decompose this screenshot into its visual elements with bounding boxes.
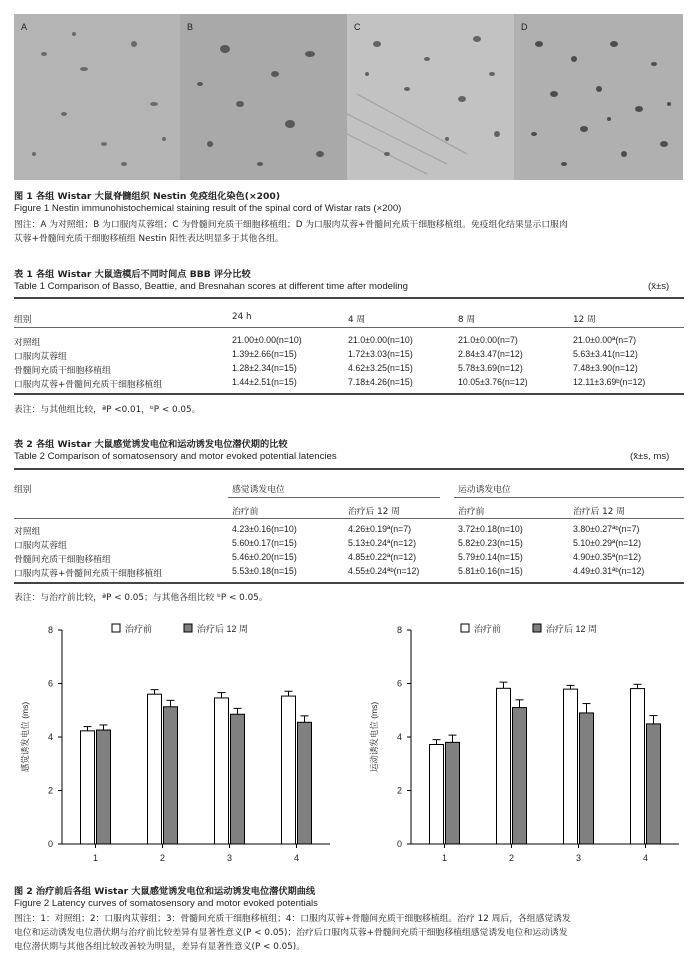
bar	[81, 731, 95, 844]
table1-header-4w: 4 周	[348, 315, 366, 325]
table2-cell: 4.55±0.24ªᵇ(n=12)	[348, 566, 420, 576]
y-tick-label: 6	[396, 678, 402, 689]
table1-cell: 21.00±0.00(n=10)	[232, 335, 302, 345]
x-tick-label: 1	[92, 853, 99, 863]
y-tick-label: 4	[396, 732, 402, 742]
panel-label-a: A	[21, 22, 28, 32]
legend-label: 治疗前	[125, 624, 153, 634]
table2-subheader-mep-before: 治疗前	[458, 507, 485, 517]
table1-caption-en: Table 1 Comparison of Basso, Beattie, and Bresnahan scores at different time after modeling	[14, 281, 408, 292]
table2-cell: 5.79±0.14(n=15)	[458, 552, 523, 562]
table2-cell: 5.13±0.24ª(n=12)	[348, 538, 416, 548]
chart-mep	[349, 616, 697, 866]
x-tick-label: 2	[508, 853, 515, 863]
bar	[430, 744, 444, 844]
table2-cell: 5.82±0.23(n=15)	[458, 538, 523, 548]
x-tick-label: 3	[575, 853, 582, 863]
y-tick-label: 8	[396, 625, 402, 635]
table1-cell: 7.18±4.26(n=15)	[348, 377, 413, 387]
y-tick-label: 2	[47, 785, 53, 796]
panel-label-b: B	[187, 22, 194, 32]
table1-caption-cn: 表 1 各组 Wistar 大鼠造模后不同时间点 BBB 评分比较	[14, 269, 251, 280]
x-tick-label: 3	[226, 853, 233, 863]
table1-cell: 1.28±2.34(n=15)	[232, 363, 297, 373]
table2-ssep-underline	[228, 497, 440, 498]
table2-cell: 骨髓间充质干细胞移植组	[14, 555, 111, 565]
legend-swatch	[184, 624, 192, 632]
table2-cell: 5.81±0.16(n=15)	[458, 566, 523, 576]
bar	[446, 742, 460, 844]
figure2-caption-cn: 图 2 治疗前后各组 Wistar 大鼠感觉诱发电位和运动诱发电位潜伏期曲线	[14, 886, 316, 897]
table2-footnote: 表注：与治疗前比较，ªP < 0.05；与其他各组比较 ᵇP < 0.05。	[14, 593, 268, 603]
table2-cell: 4.23±0.16(n=10)	[232, 524, 297, 534]
table1-cell: 1.72±3.03(n=15)	[348, 349, 413, 359]
figure2-note-line3: 电位潜伏期与其他各组比较改善较为明显，差异有显著性意义(P < 0.05)。	[14, 942, 306, 952]
table2-cell: 5.53±0.18(n=15)	[232, 566, 297, 576]
bar	[148, 694, 162, 844]
table2-top-rule	[14, 468, 684, 470]
table2-header-ssep: 感觉诱发电位	[232, 485, 285, 495]
table2-cell: 对照组	[14, 527, 41, 537]
table2-subheader-ssep-before: 治疗前	[232, 507, 259, 517]
table1-cell: 1.44±2.51(n=15)	[232, 377, 297, 387]
table1-cell: 21.0±0.00(n=10)	[348, 335, 413, 345]
table1-bottom-rule	[14, 393, 684, 395]
bar	[282, 696, 296, 844]
table2-unit: (x̄±s, ms)	[630, 451, 670, 462]
legend-swatch	[533, 624, 541, 632]
figure1-note-line2: 苁蓉+骨髓间充质干细胞移植组 Nestin 阳性表达明显多于其他各组。	[14, 234, 284, 244]
table2-header-mep: 运动诱发电位	[458, 485, 511, 495]
y-tick-label: 4	[47, 732, 53, 742]
table1-cell: 21.0±0.00(n=7)	[458, 335, 518, 345]
table2-header-rule	[14, 518, 684, 519]
table2-cell: 4.85±0.22ª(n=12)	[348, 552, 416, 562]
table1-header-rule	[14, 327, 684, 328]
table2-cell: 口服肉苁蓉组	[14, 541, 67, 551]
table1-top-rule	[14, 297, 684, 299]
figure1-caption-en: Figure 1 Nestin immunohistochemical staining result of the spinal cord of Wistar rats (×200)	[14, 203, 402, 214]
table1-cell: 10.05±3.76(n=12)	[458, 377, 528, 387]
y-tick-label: 6	[47, 678, 53, 689]
chart-ssep	[0, 616, 348, 866]
table1-footnote: 表注：与其他组比较，ªP <0.01，ᵇP < 0.05。	[14, 405, 201, 415]
table1-header-12w: 12 周	[573, 315, 596, 325]
table1-cell: 5.78±3.69(n=12)	[458, 363, 523, 373]
figure1-note-line1: 图注：A 为对照组；B 为口服肉苁蓉组；C 为骨髓间充质干细胞移植组；D 为口服肉苁蓉+骨髓间充质干细胞移植组。免疫组化结果显示口服肉	[14, 220, 568, 230]
table2-cell: 5.46±0.20(n=15)	[232, 552, 297, 562]
table1-header-8w: 8 周	[458, 315, 476, 325]
bar	[497, 688, 511, 844]
table1-cell: 口服肉苁蓉+骨髓间充质干细胞移植组	[14, 380, 163, 390]
bar	[631, 689, 645, 844]
table2-bottom-rule	[14, 582, 684, 584]
x-tick-label: 2	[159, 853, 166, 863]
bar	[231, 714, 245, 844]
y-tick-label: 2	[396, 785, 402, 796]
table1-cell: 12.11±3.69ᵇ(n=12)	[573, 377, 646, 387]
table2-caption-en: Table 2 Comparison of somatosensory and motor evoked potential latencies	[14, 451, 337, 462]
table2-cell: 3.72±0.18(n=10)	[458, 524, 523, 534]
table2-cell: 5.10±0.29ª(n=12)	[573, 538, 641, 548]
figure2-caption-en: Figure 2 Latency curves of somatosensory and motor evoked potentials	[14, 898, 318, 909]
chart-ssep-svg	[0, 616, 348, 866]
table1-cell: 骨髓间充质干细胞移植组	[14, 366, 111, 376]
figure2-note-line2: 电位和运动诱发电位潜伏期与治疗前比较差异有显著性意义(P < 0.05)；治疗后口服肉苁蓉+骨髓间充质干细胞移植组感觉诱发电位和运动诱发	[14, 928, 568, 938]
table1-cell: 21.0±0.00ª(n=7)	[573, 335, 637, 345]
table1-cell: 口服肉苁蓉组	[14, 352, 67, 362]
bar	[580, 713, 594, 844]
table2-caption-cn: 表 2 各组 Wistar 大鼠感觉诱发电位和运动诱发电位潜伏期的比较	[14, 439, 288, 450]
y-tick-label: 0	[47, 839, 53, 849]
bar	[647, 724, 661, 844]
micrograph-d	[514, 14, 683, 180]
table2-cell: 3.80±0.27ªᵇ(n=7)	[573, 524, 640, 534]
figure1-caption-cn: 图 1 各组 Wistar 大鼠脊髓组织 Nestin 免疫组化染色(×200)	[14, 191, 281, 202]
x-tick-label: 1	[441, 853, 448, 863]
table1-cell: 4.62±3.25(n=15)	[348, 363, 413, 373]
bar	[97, 730, 111, 844]
y-axis-label: 感觉诱发电位 (ms)	[20, 701, 30, 773]
table2-subheader-ssep-after: 治疗后 12 周	[348, 507, 400, 517]
legend-swatch	[461, 624, 469, 632]
table2-cell: 4.49±0.31ªᵇ(n=12)	[573, 566, 645, 576]
bar	[164, 707, 178, 844]
micrograph-c	[347, 14, 514, 180]
table1-header-group: 组别	[14, 315, 32, 325]
panel-label-d: D	[521, 22, 528, 32]
table1-unit: (x̄±s)	[648, 281, 670, 292]
x-tick-label: 4	[642, 853, 649, 863]
table2-subheader-mep-after: 治疗后 12 周	[573, 507, 625, 517]
table1-cell: 对照组	[14, 338, 41, 348]
micrograph-b	[180, 14, 347, 180]
legend-swatch	[112, 624, 120, 632]
legend-label: 治疗前	[474, 624, 502, 634]
micrograph-a	[14, 14, 180, 180]
table1-header-24h: 24 h	[232, 312, 252, 322]
legend-label: 治疗后 12 周	[197, 624, 249, 634]
bar	[215, 698, 229, 844]
legend-label: 治疗后 12 周	[546, 624, 598, 634]
table2-mep-underline	[454, 497, 684, 498]
table1-cell: 1.39±2.66(n=15)	[232, 349, 297, 359]
y-axis-label: 运动诱发电位 (ms)	[369, 701, 379, 773]
table2-cell: 5.60±0.17(n=15)	[232, 538, 297, 548]
panel-label-c: C	[354, 22, 361, 32]
table2-header-group: 组别	[14, 485, 32, 495]
table1-cell: 2.84±3.47(n=12)	[458, 349, 523, 359]
bar	[564, 689, 578, 844]
table2-cell: 口服肉苁蓉+骨髓间充质干细胞移植组	[14, 569, 163, 579]
table1-cell: 5.63±3.41(n=12)	[573, 349, 638, 359]
chart-mep-svg	[349, 616, 697, 866]
figure2-note-line1: 图注：1：对照组；2：口服肉苁蓉组；3：骨髓间充质干细胞移植组；4：口服肉苁蓉+骨髓间充质干细胞移植组。治疗 12 周后，各组感觉诱发	[14, 914, 571, 924]
x-tick-label: 4	[293, 853, 300, 863]
table1-cell: 7.48±3.90(n=12)	[573, 363, 638, 373]
table2-cell: 4.26±0.19ª(n=7)	[348, 524, 412, 534]
bar	[298, 722, 312, 844]
y-tick-label: 0	[396, 839, 402, 849]
bar	[513, 708, 527, 844]
y-tick-label: 8	[47, 625, 53, 635]
table2-cell: 4.90±0.35ª(n=12)	[573, 552, 641, 562]
